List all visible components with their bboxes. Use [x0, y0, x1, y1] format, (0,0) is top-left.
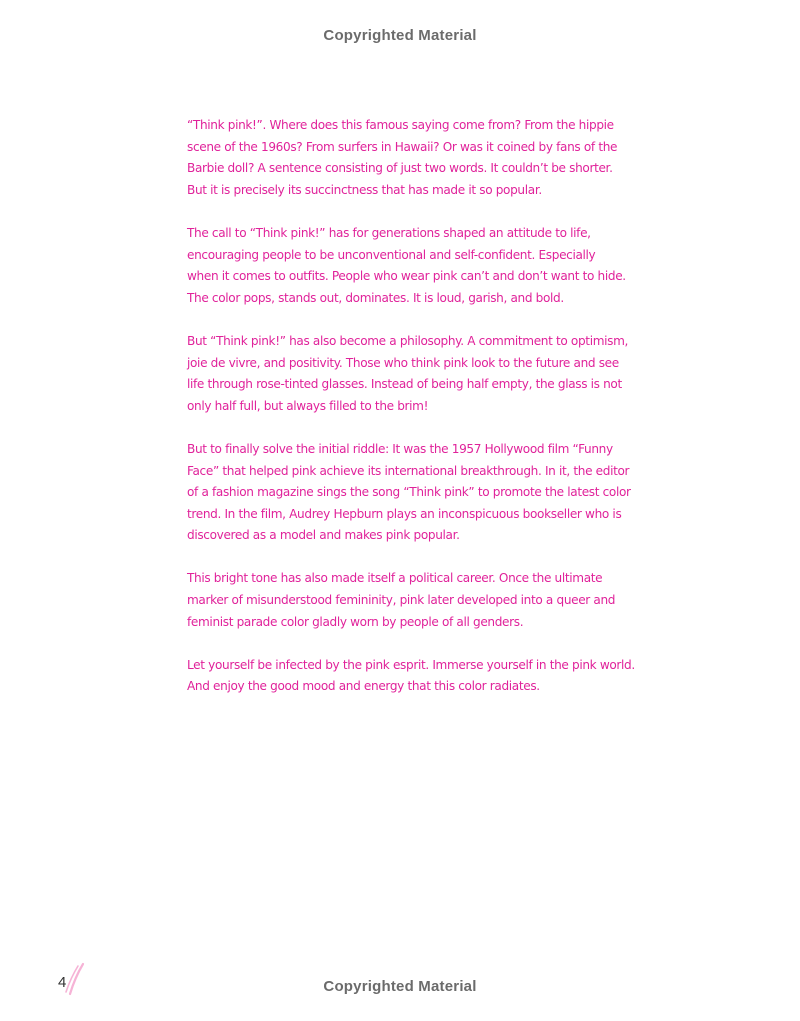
text-line: But to finally solve the initial riddle: It was the 1957 Hollywood film “Funny: [187, 441, 613, 456]
copyright-watermark-top: Copyrighted Material: [323, 27, 477, 44]
text-line: “Think pink!”. Where does this famous saying come from? From the hippie: [187, 118, 614, 132]
text-line: only half full, but always filled to the brim!: [187, 398, 429, 413]
text-line: marker of misunderstood femininity, pink later developed into a queer and: [187, 593, 616, 608]
page-number: 4: [58, 974, 67, 991]
text-line: feminist parade color gladly worn by people of all genders.: [187, 614, 524, 629]
paragraph-2: [187, 223, 627, 309]
paragraph-4: [187, 439, 631, 547]
text-line: Face” that helped pink achieve its international breakthrough. In it, the editor: [187, 463, 630, 478]
text-line: when it comes to outfits. People who wear pink can’t and don’t want to hide.: [187, 269, 626, 284]
paragraph-5: [187, 568, 627, 633]
text-line: The color pops, stands out, dominates. It is loud, garish, and bold.: [187, 290, 564, 305]
text-line: But it is precisely its succinctness that has made it so popular.: [187, 182, 542, 197]
text-line: discovered as a model and makes pink popular.: [187, 528, 460, 543]
paragraph-6: [187, 655, 635, 698]
text-line: This bright tone has also made itself a political career. Once the ultimate: [187, 571, 603, 586]
paragraph-1: [187, 115, 627, 201]
paragraph-3: [187, 331, 627, 417]
text-line: life through rose-tinted glasses. Instead of being half empty, the glass is not: [187, 377, 622, 392]
text-line: Barbie doll? A sentence consisting of just two words. It couldn’t be shorter.: [187, 161, 613, 176]
text-line: Let yourself be infected by the pink esprit. Immerse yourself in the pink world.: [187, 657, 635, 672]
text-line: And enjoy the good mood and energy that this color radiates.: [187, 679, 540, 694]
text-line: encouraging people to be unconventional and self-confident. Especially: [187, 247, 596, 262]
text-line: trend. In the film, Audrey Hepburn plays an inconspicuous bookseller who is: [187, 506, 622, 521]
text-line: But “Think pink!” has also become a philosophy. A commitment to optimism,: [187, 333, 629, 348]
body-text: [187, 115, 635, 720]
text-line: joie de vivre, and positivity. Those who think pink look to the future and see: [187, 355, 619, 370]
text-line: scene of the 1960s? From surfers in Hawaii? Or was it coined by fans of the: [187, 139, 618, 154]
copyright-watermark-bottom: Copyrighted Material: [323, 978, 477, 995]
text-line: of a fashion magazine sings the song “Think pink” to promote the latest color: [187, 485, 631, 500]
text-line: The call to “Think pink!” has for generations shaped an attitude to life,: [187, 225, 591, 240]
